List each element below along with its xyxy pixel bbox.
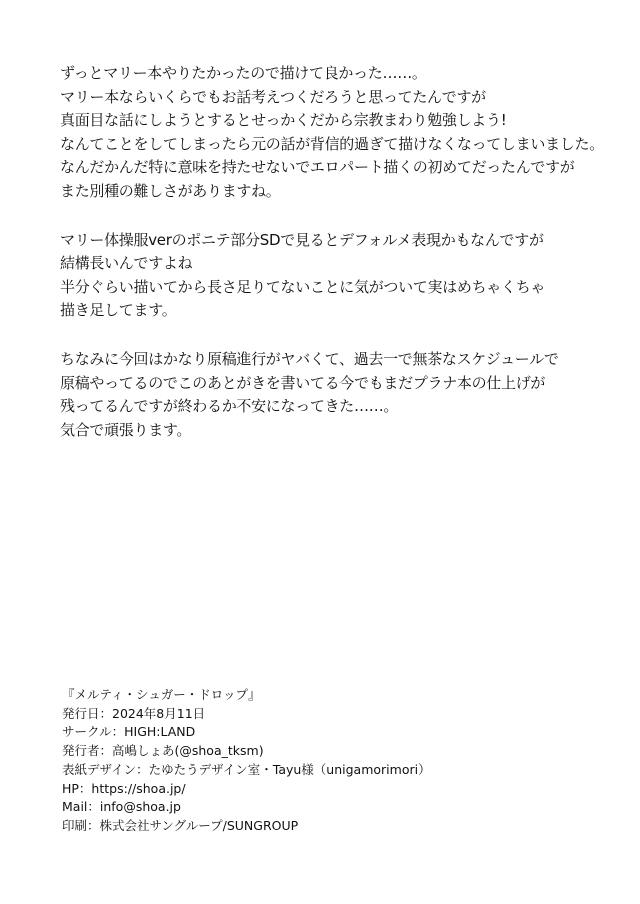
afterword-line: なんだかんだ特に意味を持たせないでエロパート描くの初めてだったんですが [60,158,575,177]
afterword-line: マリー体操服verのポニテ部分SDで見るとデフォルメ表現かもなんですが [60,230,544,249]
colophon-title: 『メルティ・シュガー・ドロップ』 [62,687,261,702]
afterword-line: 残ってるんですが終わるか不安になってきた……。 [60,397,399,416]
colophon-publisher: 発行者：高嶋しょあ(@shoa_tksm) [62,743,264,759]
afterword-line: 真面目な話にしようとするとせっかくだから宗教まわり勉強しよう! [60,111,507,130]
afterword-line: ずっとマリー本やりたかったので描けて良かった……。 [60,64,427,82]
afterword-line: ちなみに今回はかなり原稿進行がヤバくて、過去一で無茶なスケジュールで [60,349,559,368]
afterword-line: マリー本ならいくらでもお話考えつくだろうと思ってたんですが [60,87,486,106]
colophon-mail: Mail：info@shoa.jp [62,799,181,815]
afterword-paragraph-2 [60,229,620,323]
afterword-line: 原稿やってるのでこのあとがきを書いてる今でもまだプラナ本の仕上げが [60,373,546,392]
afterword-line: また別種の難しさがありますね。 [60,181,281,200]
colophon-circle: サークル：HIGH:LAND [62,724,196,740]
afterword-line: 気合で頑張ります。 [60,420,192,439]
afterword-paragraph-1 [60,62,620,204]
afterword-line: 結構長いんですよね [60,254,193,273]
afterword-line: なんてことをしてしまったら元の話が背信的過ぎて描けなくなってしまいました。 [60,134,604,153]
afterword-line: 半分ぐらい描いてから長さ足りてないことに気がついて実はめちゃくちゃ [60,277,546,296]
colophon-cover-design: 表紙デザイン：たゆたうデザイン室・Tayu様（unigamorimori） [62,761,431,777]
afterword-paragraph-3 [60,348,620,442]
afterword-line: 描き足してます。 [60,301,177,320]
afterword-text [60,62,620,467]
colophon-homepage: HP：https://shoa.jp/ [62,780,186,796]
colophon [62,686,602,836]
colophon-printer: 印刷：株式会社サングループ/SUNGROUP [62,817,299,833]
colophon-date: 発行日：2024年8月11日 [62,705,206,721]
